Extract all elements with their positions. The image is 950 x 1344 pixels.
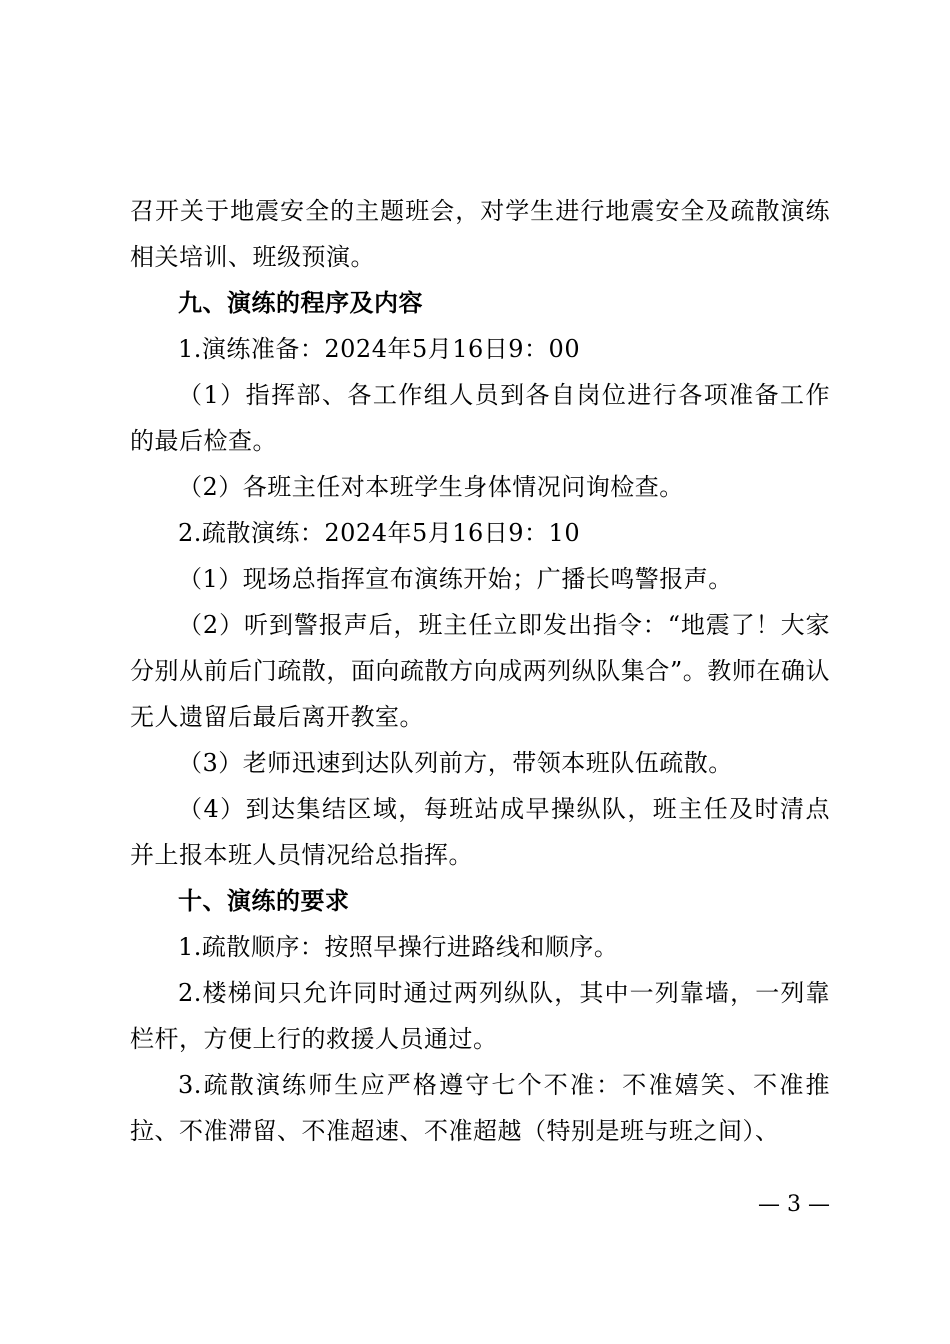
paragraph-continuation: 召开关于地震安全的主题班会，对学生进行地震安全及疏散演练相关培训、班级预演。 bbox=[130, 197, 830, 271]
section-heading-10: 十、演练的要求 bbox=[178, 886, 350, 915]
paragraph-evacuation-drill: 2.疏散演练：2024年5月16日9：10 bbox=[178, 519, 581, 547]
paragraph-drill-preparation: 1.演练准备：2024年5月16日9：00 bbox=[178, 335, 581, 363]
page-number: — 3 — bbox=[758, 1192, 830, 1217]
document-body bbox=[130, 188, 830, 1154]
paragraph-evacuation-item-4: （4）到达集结区域，每班站成早操纵队，班主任及时清点并上报本班人员情况给总指挥。 bbox=[130, 795, 830, 869]
paragraph-requirement-1: 1.疏散顺序：按照早操行进路线和顺序。 bbox=[178, 933, 619, 961]
paragraph-preparation-item-1: （1）指挥部、各工作组人员到各自岗位进行各项准备工作的最后检查。 bbox=[130, 381, 830, 455]
paragraph-preparation-item-2: （2）各班主任对本班学生身体情况问询检查。 bbox=[178, 473, 684, 501]
paragraph-requirement-2: 2.楼梯间只允许同时通过两列纵队，其中一列靠墙，一列靠栏杆，方便上行的救援人员通过。 bbox=[130, 979, 830, 1053]
paragraph-evacuation-item-3: （3）老师迅速到达队列前方，带领本班队伍疏散。 bbox=[178, 749, 733, 777]
section-heading-9: 九、演练的程序及内容 bbox=[178, 288, 423, 317]
paragraph-requirement-3: 3.疏散演练师生应严格遵守七个不准：不准嬉笑、不准推拉、不准滞留、不准超速、不准超越（特别是班与班之间）、 bbox=[130, 1071, 830, 1145]
paragraph-evacuation-item-1: （1）现场总指挥宣布演练开始；广播长鸣警报声。 bbox=[178, 565, 733, 593]
paragraph-evacuation-item-2: （2）听到警报声后，班主任立即发出指令：“地震了！大家分别从前后门疏散，面向疏散方向成两列纵队集合”。教师在确认无人遗留后最后离开教室。 bbox=[130, 611, 830, 731]
